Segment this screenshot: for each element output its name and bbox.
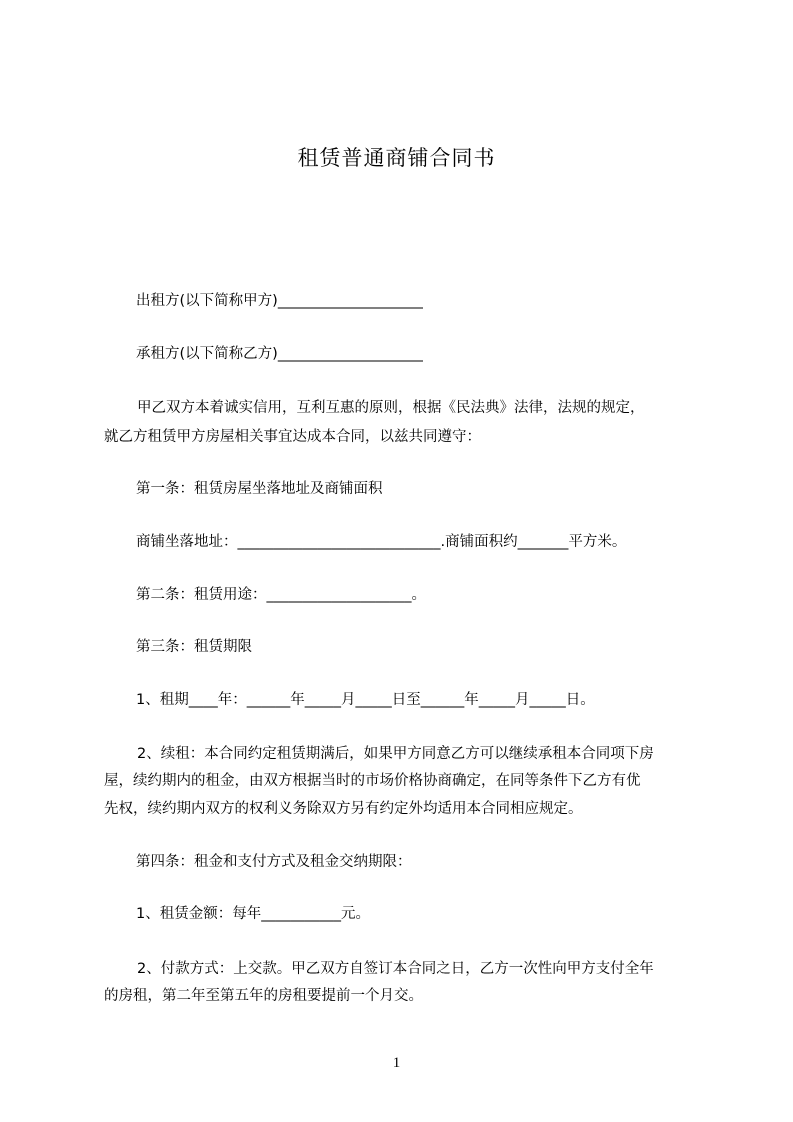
article3-heading: 第三条：租赁期限: [136, 639, 252, 655]
article4-payment-line-2: 的房租，第二年至第五年的房租要提前一个月交。: [104, 988, 423, 1004]
article3-term: 1、租期____年：______年_____月_____日至______年_____月_____日。: [136, 692, 595, 708]
document-title: 租赁普通商铺合同书: [297, 146, 496, 170]
page-number: 1: [392, 1055, 401, 1071]
article3-renewal-line-2: 屋，续约期内的租金，由双方根据当时的市场价格协商确定，在同等条件下乙方有优: [104, 773, 641, 789]
article3-renewal-line-3: 先权，续约期内双方的权利义务除双方另有约定外均适用本合同相应规定。: [104, 801, 583, 817]
article1-heading: 第一条：租赁房屋坐落地址及商铺面积: [136, 481, 383, 497]
article4-payment-line-1: 2、付款方式：上交款。甲乙双方自签订本合同之日，乙方一次性向甲方支付全年: [137, 961, 654, 977]
lessee-line: 承租方(以下简称乙方)____________________: [136, 346, 423, 362]
lessor-line: 出租方(以下简称甲方)____________________: [136, 293, 423, 309]
article2-usage: 第二条：租赁用途：____________________。: [136, 587, 426, 603]
preamble-line-2: 就乙方租赁甲方房屋相关事宜达成本合同，以兹共同遵守：: [104, 429, 481, 445]
article4-heading: 第四条：租金和支付方式及租金交纳期限：: [136, 854, 412, 870]
preamble-line-1: 甲乙双方本着诚实信用，互利互惠的原则，根据《民法典》法律，法规的规定，: [137, 400, 645, 416]
article3-renewal-line-1: 2、续租：本合同约定租赁期满后，如果甲方同意乙方可以继续承租本合同项下房: [137, 746, 654, 762]
article4-amount: 1、租赁金额：每年___________元。: [136, 906, 370, 922]
article1-address: 商铺坐落地址：____________________________.商铺面积约_______平方米。: [136, 534, 627, 550]
